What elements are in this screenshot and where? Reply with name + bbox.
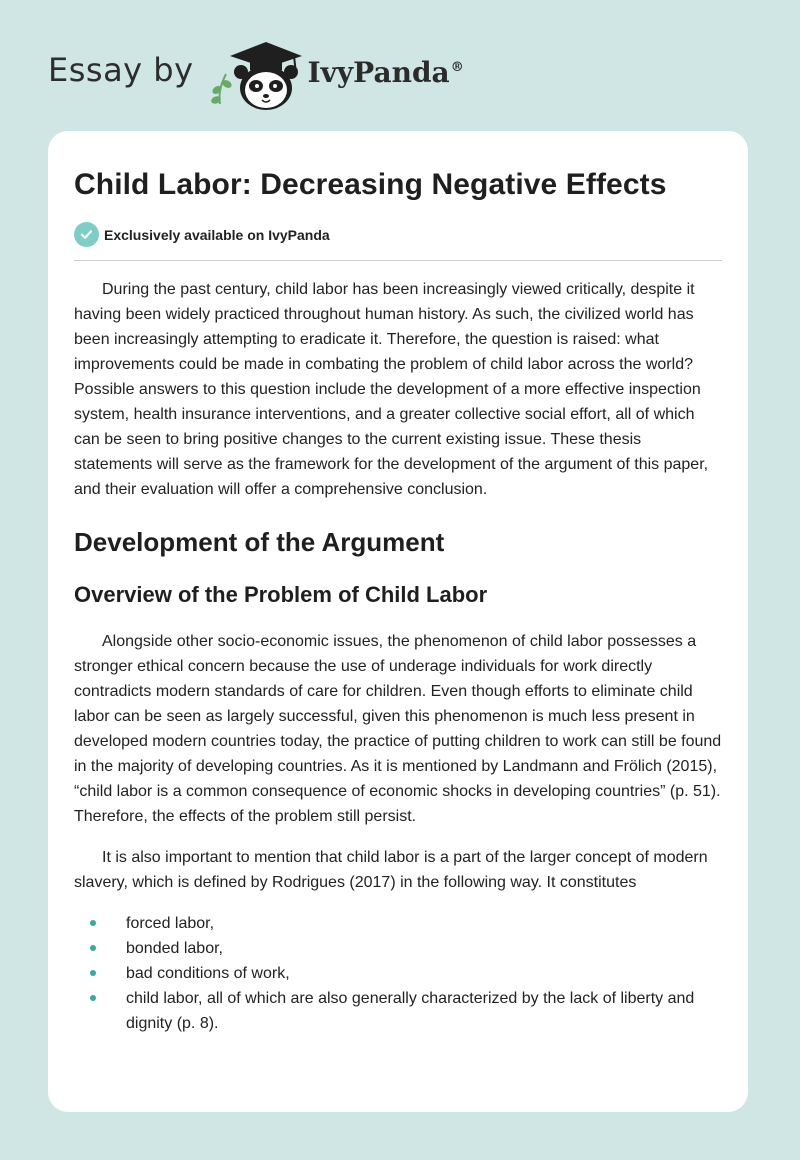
section-heading: Development of the Argument (74, 527, 445, 557)
body-paragraph-1: Alongside other socio-economic issues, the phenomenon of child labor possesses a stronger ethical concern because the use of underage individuals for work directly contradicts modern standards of care for children. Even though efforts to eliminate child labor can be seen as largely successful, given this phenomenon is much less present in developed modern countries today, the practice of putting children to work can still be found in the majority of developing countries. As it is mentioned by Landmann and Frölich (2015), “child labor is a common consequence of economic shocks in developing countries” (p. 51). Therefore, the effects of the problem still persist. (74, 633, 722, 825)
intro-paragraph: During the past century, child labor has been increasingly viewed critically, despite it having been widely practiced throughout human history. As such, the civilized world has been increasingly attempting to eradicate it. Therefore, the question is raised: what improvements could be made in combating the problem of child labor across the world? Possible answers to this question include the development of a more effective inspection system, health insurance interventions, and a greater collective social effort, all of which can be seen to bring positive changes to the current existing issue. These thesis statements will serve as the framework for the development of the argument of this paper, and their evaluation will offer a comprehensive conclusion. (74, 281, 709, 498)
panda-logo-icon[interactable] (208, 34, 304, 114)
check-icon (74, 222, 99, 247)
exclusive-badge-label: Exclusively available on IvyPanda (104, 226, 330, 243)
essay-by-label: Essay by (48, 51, 194, 89)
slavery-forms-list (74, 911, 722, 1036)
exclusive-badge (74, 222, 722, 261)
subsection-heading: Overview of the Problem of Child Labor (74, 582, 488, 607)
site-header (48, 34, 508, 114)
brand-name (308, 56, 464, 89)
list-item: bonded labor, (126, 936, 722, 961)
list-item: forced labor, (126, 911, 722, 936)
essay-card (48, 131, 748, 1112)
page-title: Child Labor: Decreasing Negative Effects (74, 168, 667, 201)
list-item: bad conditions of work, (126, 961, 722, 986)
registered-mark: ® (450, 60, 464, 76)
body-paragraph-2: It is also important to mention that child labor is a part of the larger concept of modern slavery, which is defined by Rodrigues (2017) in the following way. It constitutes (74, 849, 708, 891)
brand-name-text: IvyPanda (307, 55, 450, 89)
list-item: child labor, all of which are also generally characterized by the lack of liberty and dignity (p. 8). (126, 986, 722, 1036)
